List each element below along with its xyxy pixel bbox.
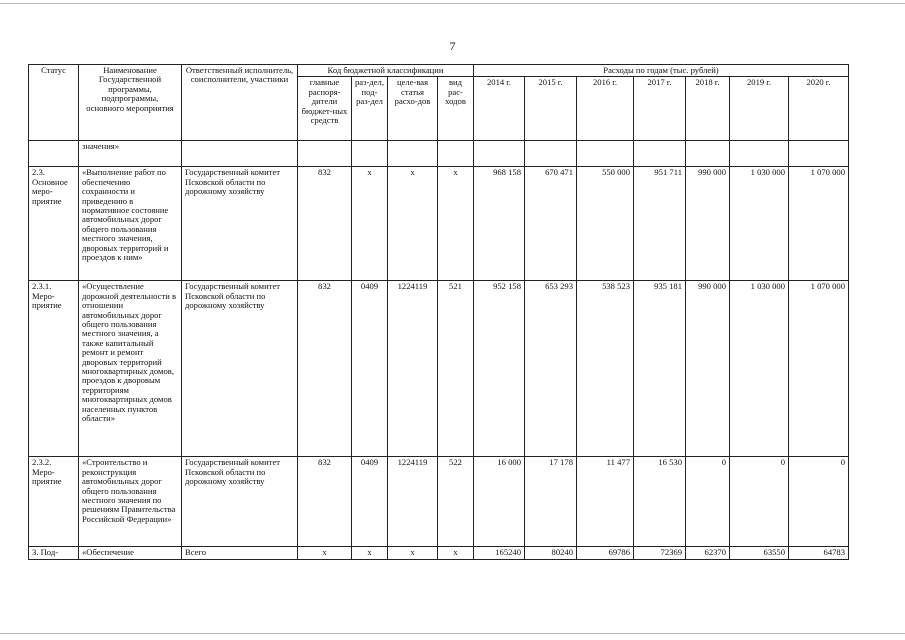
header-expenses: Расходы по годам (тыс. рублей): [474, 65, 849, 77]
row-code: 0409: [352, 281, 388, 457]
row-value: 550 000: [577, 167, 634, 281]
scan-edge-top: [0, 3, 905, 4]
row-value: 63550: [730, 547, 789, 559]
row-status: 2.3.1. Меро-приятие: [29, 281, 79, 457]
row-value: 0: [789, 457, 849, 547]
row-value: 951 711: [634, 167, 686, 281]
row-value: 1 070 000: [789, 167, 849, 281]
row-value: 538 523: [577, 281, 634, 457]
row-name: «Обеспечение: [79, 547, 182, 559]
row-value: 165240: [474, 547, 525, 559]
row-value: 990 000: [686, 167, 730, 281]
row-code: 832: [298, 457, 352, 547]
row-value: 935 181: [634, 281, 686, 457]
row-code: 521: [438, 281, 474, 457]
row-code: х: [298, 547, 352, 559]
header-code-grbs: главные распоря-дители бюджет-ных средств: [298, 77, 352, 141]
table-row: [29, 457, 849, 547]
header-budget-code: Код бюджетной классификации: [298, 65, 474, 77]
header-status: Статус: [29, 65, 79, 141]
row-code: 1224119: [388, 281, 438, 457]
row-value: 80240: [525, 547, 577, 559]
continuation-name: значения»: [79, 141, 182, 167]
row-value: 653 293: [525, 281, 577, 457]
header-executor: Ответственный исполнитель, соисполнители, участники: [182, 65, 298, 141]
row-value: 64783: [789, 547, 849, 559]
header-code-target: целе-вая статья расхо-дов: [388, 77, 438, 141]
row-value: 62370: [686, 547, 730, 559]
row-value: 11 477: [577, 457, 634, 547]
row-code: 522: [438, 457, 474, 547]
row-value: 1 030 000: [730, 167, 789, 281]
row-code: х: [388, 167, 438, 281]
header-year-2018: 2018 г.: [686, 77, 730, 141]
row-code: х: [438, 167, 474, 281]
row-value: 72369: [634, 547, 686, 559]
scan-edge-bottom: [0, 633, 905, 634]
budget-table: [28, 64, 849, 560]
row-name: «Строительство и реконструкция автомобильных дорог общего пользования местного значения по решениям Правительства Российской Федерации»: [79, 457, 182, 547]
header-year-2020: 2020 г.: [789, 77, 849, 141]
row-name: «Выполнение работ по обеспечению сохранности и приведению в нормативное состояние автомобильных дорог общего пользования местного значения, дворовых территорий и проездов к ним»: [79, 167, 182, 281]
row-executor: Государственный комитет Псковской области по дорожному хозяйству: [182, 281, 298, 457]
row-code: х: [352, 167, 388, 281]
row-value: 0: [686, 457, 730, 547]
row-code: 832: [298, 281, 352, 457]
table-row: [29, 281, 849, 457]
table-row-continuation: [29, 141, 849, 167]
row-value: 17 178: [525, 457, 577, 547]
header-year-2019: 2019 г.: [730, 77, 789, 141]
row-value: 16 530: [634, 457, 686, 547]
row-executor: Государственный комитет Псковской области по дорожному хозяйству: [182, 167, 298, 281]
row-value: 1 070 000: [789, 281, 849, 457]
header-year-2016: 2016 г.: [577, 77, 634, 141]
header-code-type: вид рас-ходов: [438, 77, 474, 141]
header-year-2015: 2015 г.: [525, 77, 577, 141]
row-value: 968 158: [474, 167, 525, 281]
row-status: 3. Под-: [29, 547, 79, 559]
row-value: 69786: [577, 547, 634, 559]
row-code: х: [438, 547, 474, 559]
row-executor: Государственный комитет Псковской области по дорожному хозяйству: [182, 457, 298, 547]
table-row: [29, 547, 849, 559]
page-number: 7: [449, 39, 456, 53]
row-status: 2.3.2. Меро-приятие: [29, 457, 79, 547]
row-value: 670 471: [525, 167, 577, 281]
row-value: 0: [730, 457, 789, 547]
row-value: 990 000: [686, 281, 730, 457]
header-code-section: раз-дел, под-раз-дел: [352, 77, 388, 141]
row-value: 16 000: [474, 457, 525, 547]
header-year-2017: 2017 г.: [634, 77, 686, 141]
row-status: 2.3. Основное меро-приятие: [29, 167, 79, 281]
header-year-2014: 2014 г.: [474, 77, 525, 141]
row-code: 1224119: [388, 457, 438, 547]
row-code: х: [352, 547, 388, 559]
row-executor: Всего: [182, 547, 298, 559]
row-value: 952 158: [474, 281, 525, 457]
row-value: 1 030 000: [730, 281, 789, 457]
table-row: [29, 167, 849, 281]
row-code: 832: [298, 167, 352, 281]
row-name: «Осуществление дорожной деятельности в отношении автомобильных дорог общего пользования местного значения, а также капитальный ремонт и ремонт дворовых территорий многоквартирных домов, проездов к дворовым территориям многоквартирных домов населенных пунктов области»: [79, 281, 182, 457]
row-code: х: [388, 547, 438, 559]
header-name: Наименование Государственной программы, подпрограммы, основного мероприятия: [79, 65, 182, 141]
row-code: 0409: [352, 457, 388, 547]
